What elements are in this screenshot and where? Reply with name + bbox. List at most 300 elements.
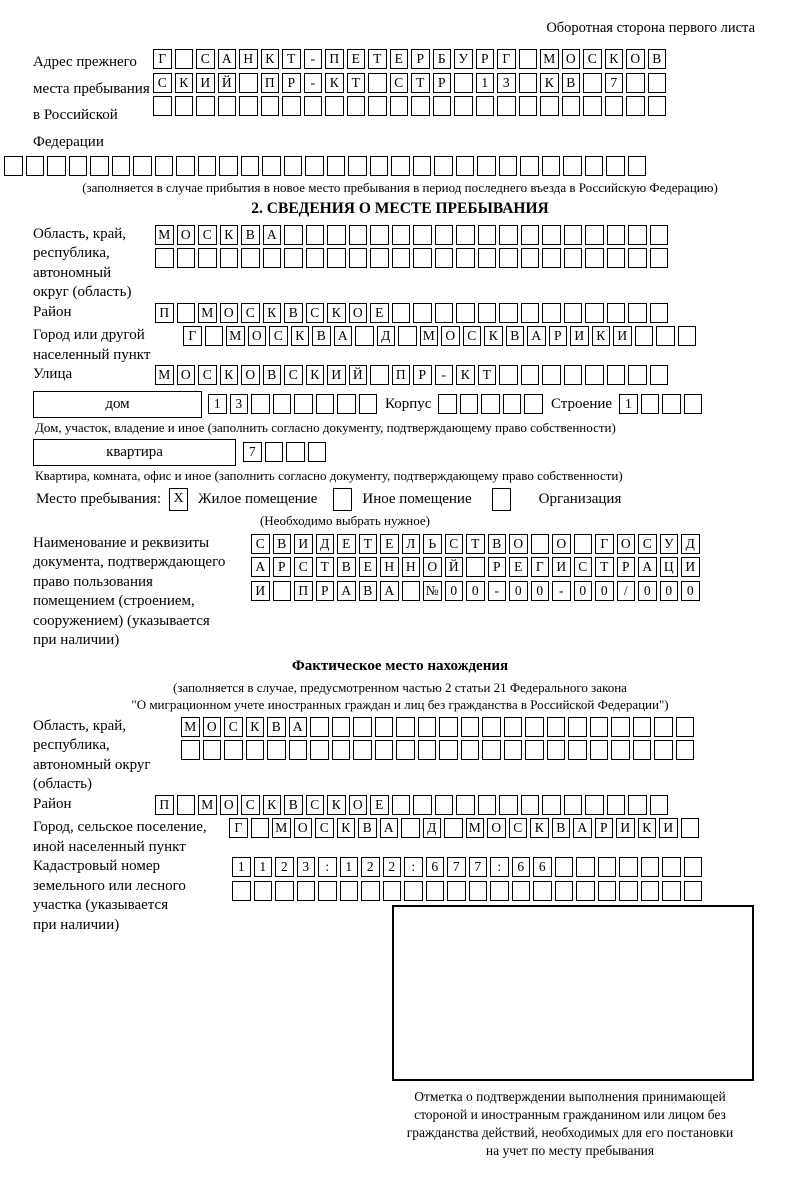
char-cell[interactable] — [626, 96, 645, 116]
char-cell[interactable]: М — [198, 795, 217, 815]
char-cell[interactable]: К — [327, 795, 346, 815]
char-cell[interactable] — [654, 717, 673, 737]
char-cell[interactable] — [531, 534, 550, 554]
char-cell[interactable] — [375, 740, 394, 760]
char-cell[interactable] — [370, 248, 389, 268]
char-cell[interactable]: С — [269, 326, 288, 346]
char-cell[interactable]: Т — [359, 534, 378, 554]
char-cell[interactable]: А — [263, 225, 282, 245]
char-cell[interactable] — [318, 881, 337, 901]
char-cell[interactable] — [375, 717, 394, 737]
char-cell[interactable]: 1 — [619, 394, 638, 414]
char-cell[interactable]: 2 — [383, 857, 402, 877]
char-cell[interactable]: К — [263, 795, 282, 815]
char-cell[interactable] — [564, 248, 583, 268]
char-cell[interactable]: А — [334, 326, 353, 346]
char-cell[interactable]: С — [251, 534, 270, 554]
char-cell[interactable]: Д — [423, 818, 442, 838]
char-cell[interactable] — [391, 156, 410, 176]
char-cell[interactable] — [47, 156, 66, 176]
char-cell[interactable] — [310, 740, 329, 760]
char-cell[interactable]: С — [153, 73, 172, 93]
char-cell[interactable]: Р — [413, 365, 432, 385]
char-cell[interactable]: С — [583, 49, 602, 69]
char-cell[interactable]: / — [617, 581, 636, 601]
char-cell[interactable] — [654, 740, 673, 760]
char-cell[interactable]: А — [337, 581, 356, 601]
char-cell[interactable]: 7 — [605, 73, 624, 93]
char-cell[interactable]: О — [349, 303, 368, 323]
char-cell[interactable]: 0 — [660, 581, 679, 601]
char-cell[interactable]: Г — [229, 818, 248, 838]
char-cell[interactable]: В — [273, 534, 292, 554]
char-cell[interactable] — [355, 326, 374, 346]
char-cell[interactable] — [232, 881, 251, 901]
char-cell[interactable] — [368, 96, 387, 116]
char-cell[interactable]: - — [435, 365, 454, 385]
char-cell[interactable] — [349, 248, 368, 268]
char-cell[interactable]: А — [527, 326, 546, 346]
char-cell[interactable] — [564, 795, 583, 815]
char-cell[interactable] — [224, 740, 243, 760]
char-cell[interactable] — [662, 857, 681, 877]
char-cell[interactable] — [370, 365, 389, 385]
char-cell[interactable] — [203, 740, 222, 760]
char-cell[interactable] — [650, 225, 669, 245]
char-cell[interactable] — [306, 248, 325, 268]
char-cell[interactable] — [590, 717, 609, 737]
char-cell[interactable] — [598, 881, 617, 901]
char-cell[interactable]: О — [177, 225, 196, 245]
char-cell[interactable] — [635, 326, 654, 346]
char-cell[interactable] — [359, 394, 378, 414]
char-cell[interactable] — [521, 795, 540, 815]
char-cell[interactable] — [402, 581, 421, 601]
char-cell[interactable] — [521, 365, 540, 385]
char-cell[interactable]: К — [220, 365, 239, 385]
char-cell[interactable] — [251, 818, 270, 838]
char-cell[interactable]: К — [306, 365, 325, 385]
char-cell[interactable] — [411, 96, 430, 116]
char-cell[interactable] — [413, 225, 432, 245]
char-cell[interactable] — [611, 740, 630, 760]
char-cell[interactable] — [239, 73, 258, 93]
char-cell[interactable]: Т — [316, 557, 335, 577]
char-cell[interactable] — [444, 818, 463, 838]
char-cell[interactable] — [519, 73, 538, 93]
char-cell[interactable] — [265, 442, 284, 462]
char-cell[interactable]: О — [617, 534, 636, 554]
char-cell[interactable] — [133, 156, 152, 176]
char-cell[interactable]: С — [224, 717, 243, 737]
char-cell[interactable]: Р — [316, 581, 335, 601]
char-cell[interactable]: Р — [549, 326, 568, 346]
char-cell[interactable]: 0 — [574, 581, 593, 601]
char-cell[interactable]: Е — [380, 534, 399, 554]
char-cell[interactable]: В — [263, 365, 282, 385]
char-cell[interactable] — [284, 248, 303, 268]
char-cell[interactable]: С — [241, 795, 260, 815]
char-cell[interactable]: С — [509, 818, 528, 838]
char-cell[interactable]: К — [327, 303, 346, 323]
char-cell[interactable] — [628, 303, 647, 323]
char-cell[interactable] — [153, 96, 172, 116]
char-cell[interactable]: В — [267, 717, 286, 737]
char-cell[interactable] — [396, 740, 415, 760]
char-cell[interactable] — [340, 881, 359, 901]
char-cell[interactable]: 2 — [361, 857, 380, 877]
char-cell[interactable]: Т — [411, 73, 430, 93]
char-cell[interactable]: П — [294, 581, 313, 601]
char-cell[interactable] — [90, 156, 109, 176]
char-cell[interactable]: К — [484, 326, 503, 346]
char-cell[interactable] — [504, 717, 523, 737]
char-cell[interactable]: В — [358, 818, 377, 838]
char-cell[interactable] — [521, 248, 540, 268]
char-cell[interactable] — [678, 326, 697, 346]
char-cell[interactable] — [327, 156, 346, 176]
char-cell[interactable] — [656, 326, 675, 346]
char-cell[interactable] — [284, 156, 303, 176]
char-cell[interactable]: - — [488, 581, 507, 601]
char-cell[interactable]: 3 — [230, 394, 249, 414]
char-cell[interactable] — [542, 248, 561, 268]
char-cell[interactable] — [684, 881, 703, 901]
char-cell[interactable]: 3 — [497, 73, 516, 93]
char-cell[interactable]: Р — [273, 557, 292, 577]
char-cell[interactable] — [289, 740, 308, 760]
char-cell[interactable]: О — [552, 534, 571, 554]
char-cell[interactable]: Т — [466, 534, 485, 554]
char-cell[interactable] — [155, 248, 174, 268]
char-cell[interactable]: А — [218, 49, 237, 69]
char-cell[interactable]: Н — [402, 557, 421, 577]
char-cell[interactable] — [564, 365, 583, 385]
char-cell[interactable]: К — [220, 225, 239, 245]
char-cell[interactable]: Р — [595, 818, 614, 838]
char-cell[interactable] — [262, 156, 281, 176]
char-cell[interactable] — [490, 881, 509, 901]
char-cell[interactable]: К — [291, 326, 310, 346]
char-cell[interactable] — [435, 303, 454, 323]
char-cell[interactable]: : — [404, 857, 423, 877]
char-cell[interactable]: Е — [370, 795, 389, 815]
char-cell[interactable] — [684, 857, 703, 877]
char-cell[interactable]: Й — [445, 557, 464, 577]
char-cell[interactable] — [607, 248, 626, 268]
char-cell[interactable]: К — [530, 818, 549, 838]
char-cell[interactable] — [26, 156, 45, 176]
char-cell[interactable]: Н — [380, 557, 399, 577]
char-cell[interactable] — [353, 740, 372, 760]
char-cell[interactable] — [413, 303, 432, 323]
char-cell[interactable] — [662, 394, 681, 414]
char-cell[interactable]: Р — [433, 73, 452, 93]
char-cell[interactable]: Е — [347, 49, 366, 69]
char-cell[interactable] — [676, 740, 695, 760]
char-cell[interactable] — [521, 303, 540, 323]
char-cell[interactable]: О — [487, 818, 506, 838]
char-cell[interactable]: В — [284, 795, 303, 815]
char-cell[interactable] — [434, 156, 453, 176]
char-cell[interactable] — [607, 365, 626, 385]
char-cell[interactable] — [633, 717, 652, 737]
char-cell[interactable]: Т — [368, 49, 387, 69]
char-cell[interactable] — [284, 225, 303, 245]
char-cell[interactable]: К — [175, 73, 194, 93]
checkbox-other-premises[interactable] — [333, 488, 352, 511]
char-cell[interactable]: С — [284, 365, 303, 385]
char-cell[interactable]: В — [284, 303, 303, 323]
char-cell[interactable]: Р — [282, 73, 301, 93]
char-cell[interactable] — [542, 303, 561, 323]
char-cell[interactable] — [294, 394, 313, 414]
char-cell[interactable]: 1 — [208, 394, 227, 414]
char-cell[interactable] — [332, 717, 351, 737]
char-cell[interactable]: С — [198, 365, 217, 385]
char-cell[interactable]: И — [196, 73, 215, 93]
char-cell[interactable] — [413, 795, 432, 815]
char-cell[interactable]: О — [220, 795, 239, 815]
char-cell[interactable] — [273, 394, 292, 414]
char-cell[interactable] — [392, 225, 411, 245]
char-cell[interactable] — [542, 365, 561, 385]
char-cell[interactable] — [499, 795, 518, 815]
char-cell[interactable] — [175, 96, 194, 116]
char-cell[interactable] — [478, 303, 497, 323]
char-cell[interactable] — [198, 156, 217, 176]
char-cell[interactable]: О — [423, 557, 442, 577]
char-cell[interactable]: Е — [390, 49, 409, 69]
char-cell[interactable] — [361, 881, 380, 901]
char-cell[interactable] — [469, 881, 488, 901]
char-cell[interactable]: Е — [509, 557, 528, 577]
char-cell[interactable]: М — [226, 326, 245, 346]
char-cell[interactable]: К — [540, 73, 559, 93]
char-cell[interactable] — [456, 303, 475, 323]
char-cell[interactable]: К — [325, 73, 344, 93]
char-cell[interactable]: И — [251, 581, 270, 601]
char-cell[interactable] — [619, 857, 638, 877]
char-cell[interactable]: К — [261, 49, 280, 69]
char-cell[interactable]: А — [638, 557, 657, 577]
char-cell[interactable] — [286, 442, 305, 462]
char-cell[interactable] — [308, 442, 327, 462]
char-cell[interactable] — [607, 795, 626, 815]
char-cell[interactable] — [196, 96, 215, 116]
char-cell[interactable]: О — [626, 49, 645, 69]
char-cell[interactable]: П — [155, 795, 174, 815]
char-cell[interactable] — [177, 303, 196, 323]
char-cell[interactable]: Д — [377, 326, 396, 346]
char-cell[interactable]: 6 — [426, 857, 445, 877]
char-cell[interactable] — [585, 795, 604, 815]
char-cell[interactable]: 6 — [512, 857, 531, 877]
char-cell[interactable] — [325, 96, 344, 116]
char-cell[interactable]: Г — [497, 49, 516, 69]
char-cell[interactable] — [641, 857, 660, 877]
char-cell[interactable] — [241, 248, 260, 268]
char-cell[interactable] — [568, 740, 587, 760]
char-cell[interactable] — [246, 740, 265, 760]
char-cell[interactable] — [503, 394, 522, 414]
char-cell[interactable] — [398, 326, 417, 346]
char-cell[interactable] — [439, 717, 458, 737]
char-cell[interactable]: 0 — [466, 581, 485, 601]
char-cell[interactable] — [478, 225, 497, 245]
char-cell[interactable] — [454, 73, 473, 93]
char-cell[interactable] — [662, 881, 681, 901]
char-cell[interactable] — [439, 740, 458, 760]
char-cell[interactable]: : — [490, 857, 509, 877]
char-cell[interactable] — [628, 225, 647, 245]
char-cell[interactable]: 7 — [469, 857, 488, 877]
char-cell[interactable] — [69, 156, 88, 176]
char-cell[interactable] — [611, 717, 630, 737]
char-cell[interactable]: Р — [617, 557, 636, 577]
char-cell[interactable]: 1 — [232, 857, 251, 877]
char-cell[interactable]: Д — [681, 534, 700, 554]
char-cell[interactable] — [392, 248, 411, 268]
char-cell[interactable]: Е — [337, 534, 356, 554]
char-cell[interactable] — [641, 881, 660, 901]
char-cell[interactable] — [261, 96, 280, 116]
char-cell[interactable] — [370, 156, 389, 176]
char-cell[interactable]: В — [312, 326, 331, 346]
char-cell[interactable]: Н — [239, 49, 258, 69]
char-cell[interactable] — [650, 365, 669, 385]
char-cell[interactable]: 7 — [243, 442, 262, 462]
char-cell[interactable] — [456, 795, 475, 815]
char-cell[interactable]: С — [198, 225, 217, 245]
char-cell[interactable] — [650, 303, 669, 323]
char-cell[interactable] — [650, 795, 669, 815]
char-cell[interactable]: 0 — [509, 581, 528, 601]
char-cell[interactable] — [456, 225, 475, 245]
char-cell[interactable] — [648, 96, 667, 116]
char-cell[interactable]: И — [552, 557, 571, 577]
char-cell[interactable] — [477, 156, 496, 176]
char-cell[interactable]: С — [638, 534, 657, 554]
checkbox-residential[interactable]: X — [169, 488, 188, 511]
char-cell[interactable]: М — [181, 717, 200, 737]
char-cell[interactable] — [576, 881, 595, 901]
char-cell[interactable]: М — [155, 365, 174, 385]
char-cell[interactable]: - — [552, 581, 571, 601]
char-cell[interactable] — [499, 303, 518, 323]
char-cell[interactable]: 0 — [681, 581, 700, 601]
char-cell[interactable]: О — [349, 795, 368, 815]
char-cell[interactable] — [297, 881, 316, 901]
char-cell[interactable]: 0 — [531, 581, 550, 601]
char-cell[interactable] — [396, 717, 415, 737]
char-cell[interactable]: И — [681, 557, 700, 577]
char-cell[interactable]: 0 — [638, 581, 657, 601]
char-cell[interactable] — [282, 96, 301, 116]
char-cell[interactable]: И — [616, 818, 635, 838]
char-cell[interactable]: С — [315, 818, 334, 838]
char-cell[interactable]: С — [445, 534, 464, 554]
char-cell[interactable]: Ц — [660, 557, 679, 577]
char-cell[interactable]: Т — [282, 49, 301, 69]
char-cell[interactable] — [349, 225, 368, 245]
char-cell[interactable] — [418, 740, 437, 760]
char-cell[interactable]: О — [248, 326, 267, 346]
char-cell[interactable]: С — [574, 557, 593, 577]
char-cell[interactable] — [316, 394, 335, 414]
char-cell[interactable] — [626, 73, 645, 93]
char-cell[interactable] — [481, 394, 500, 414]
char-cell[interactable] — [219, 156, 238, 176]
char-cell[interactable] — [348, 156, 367, 176]
char-cell[interactable] — [563, 156, 582, 176]
char-cell[interactable] — [478, 248, 497, 268]
char-cell[interactable] — [525, 717, 544, 737]
char-cell[interactable] — [542, 795, 561, 815]
char-cell[interactable] — [239, 96, 258, 116]
char-cell[interactable]: А — [251, 557, 270, 577]
char-cell[interactable]: С — [241, 303, 260, 323]
char-cell[interactable]: О — [177, 365, 196, 385]
char-cell[interactable] — [641, 394, 660, 414]
char-cell[interactable] — [263, 248, 282, 268]
char-cell[interactable] — [254, 881, 273, 901]
char-cell[interactable]: В — [506, 326, 525, 346]
char-cell[interactable] — [466, 557, 485, 577]
char-cell[interactable] — [650, 248, 669, 268]
char-cell[interactable]: М — [466, 818, 485, 838]
char-cell[interactable] — [447, 881, 466, 901]
char-cell[interactable]: П — [261, 73, 280, 93]
char-cell[interactable] — [390, 96, 409, 116]
char-cell[interactable] — [628, 248, 647, 268]
char-cell[interactable] — [583, 96, 602, 116]
char-cell[interactable]: - — [304, 73, 323, 93]
char-cell[interactable]: К — [456, 365, 475, 385]
char-cell[interactable]: Т — [595, 557, 614, 577]
char-cell[interactable] — [205, 326, 224, 346]
char-cell[interactable] — [564, 303, 583, 323]
char-cell[interactable] — [461, 717, 480, 737]
char-cell[interactable] — [433, 96, 452, 116]
char-cell[interactable] — [576, 857, 595, 877]
char-cell[interactable]: Р — [488, 557, 507, 577]
char-cell[interactable] — [499, 248, 518, 268]
char-cell[interactable]: С — [294, 557, 313, 577]
char-cell[interactable] — [435, 225, 454, 245]
char-cell[interactable]: И — [570, 326, 589, 346]
char-cell[interactable]: В — [241, 225, 260, 245]
char-cell[interactable]: К — [605, 49, 624, 69]
char-cell[interactable] — [519, 49, 538, 69]
char-cell[interactable] — [383, 881, 402, 901]
char-cell[interactable] — [327, 225, 346, 245]
char-cell[interactable]: Ь — [423, 534, 442, 554]
char-cell[interactable]: У — [660, 534, 679, 554]
char-cell[interactable] — [606, 156, 625, 176]
char-cell[interactable] — [519, 96, 538, 116]
char-cell[interactable] — [370, 225, 389, 245]
char-cell[interactable] — [607, 225, 626, 245]
char-cell[interactable]: П — [325, 49, 344, 69]
char-cell[interactable] — [681, 818, 700, 838]
char-cell[interactable] — [435, 795, 454, 815]
char-cell[interactable]: П — [155, 303, 174, 323]
char-cell[interactable]: Г — [153, 49, 172, 69]
char-cell[interactable] — [585, 303, 604, 323]
char-cell[interactable]: 0 — [595, 581, 614, 601]
char-cell[interactable]: 0 — [445, 581, 464, 601]
